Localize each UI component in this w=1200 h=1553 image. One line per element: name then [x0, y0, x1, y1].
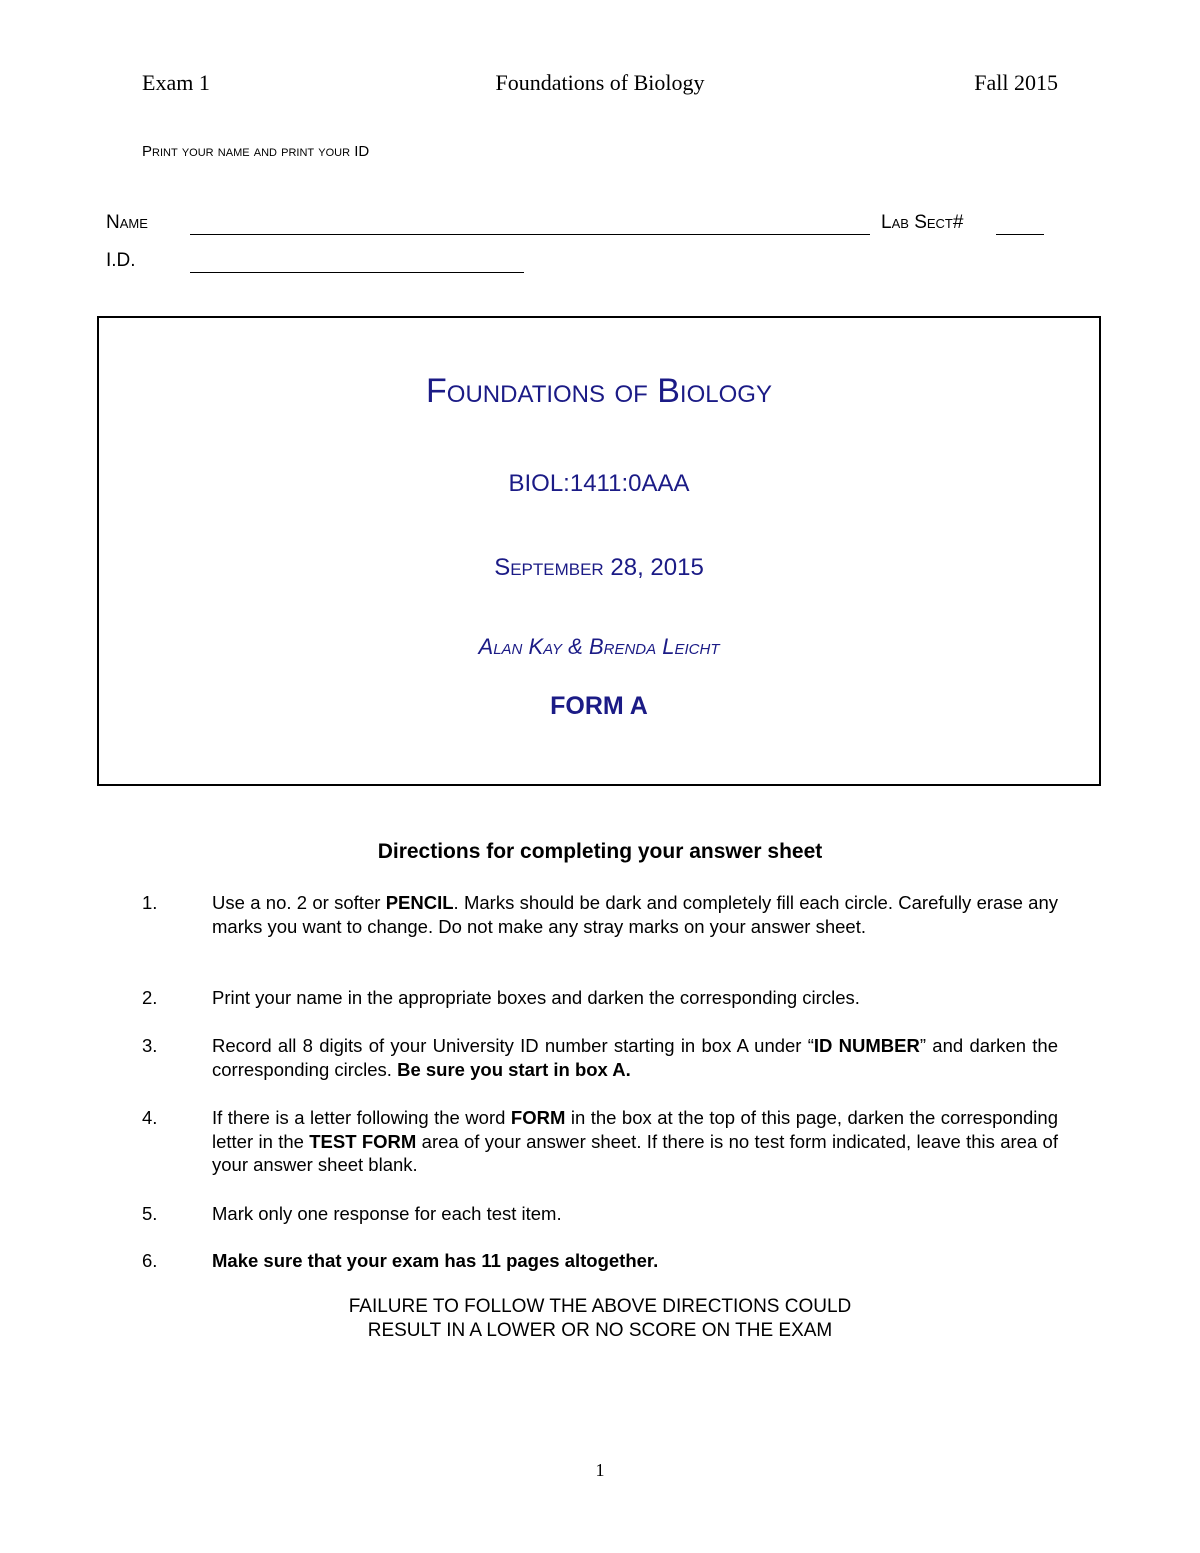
direction-number: 6. [142, 1250, 158, 1271]
warning-line-2: RESULT IN A LOWER OR NO SCORE ON THE EXAM [367, 1320, 833, 1341]
lab-section-input-line[interactable] [996, 234, 1044, 235]
name-input-line[interactable] [190, 234, 870, 235]
header-term: Fall 2015 [974, 70, 1058, 95]
exam-form: FORM A [550, 692, 648, 720]
id-input-line[interactable] [190, 272, 524, 273]
direction-number: 3. [142, 1035, 158, 1056]
course-code: BIOL:1411:0AAA [508, 470, 690, 497]
direction-number: 5. [142, 1203, 158, 1224]
id-label: I.D. [106, 250, 136, 271]
direction-number: 4. [142, 1107, 158, 1128]
page-header [142, 70, 1058, 102]
direction-item [142, 986, 1058, 1010]
direction-text: If there is a letter following the word FORM in the box at the top of this page, darken the corresponding letter in the TEST FORM area of your answer sheet. If there is no test form indicated, leave this area of your answer sheet blank. [212, 1107, 1058, 1175]
header-exam-label: Exam 1 [142, 70, 210, 95]
exam-date: September 28, 2015 [494, 554, 704, 581]
direction-text: Print your name in the appropriate boxes and darken the corresponding circles. [212, 987, 860, 1008]
instructors: Alan Kay & Brenda Leicht [478, 634, 720, 659]
direction-number: 2. [142, 987, 158, 1008]
direction-item [142, 891, 1058, 938]
name-field-row [106, 212, 1066, 238]
exam-title-box [97, 316, 1101, 786]
name-label: Name [106, 212, 148, 233]
course-title: Foundations of Biology [426, 372, 772, 410]
lab-section-label: Lab Sect# [881, 212, 964, 233]
print-instructions: Print your name and print your ID [142, 143, 370, 160]
direction-item [142, 1034, 1058, 1081]
failure-warning [0, 1295, 1200, 1343]
directions-heading: Directions for completing your answer sheet [377, 840, 823, 863]
direction-text: Mark only one response for each test item. [212, 1203, 562, 1224]
direction-text: Make sure that your exam has 11 pages altogether. [212, 1250, 659, 1271]
direction-item [142, 1202, 1058, 1226]
header-course-title: Foundations of Biology [495, 70, 705, 95]
direction-text: Record all 8 digits of your University ID number starting in box A under “ID NUMBER” and darken the corresponding circles. Be sure you start in box A. [212, 1035, 1058, 1080]
page-number: 1 [595, 1460, 605, 1480]
direction-item [142, 1249, 1058, 1273]
direction-item [142, 1106, 1058, 1177]
warning-line-1: FAILURE TO FOLLOW THE ABOVE DIRECTIONS COULD [348, 1296, 852, 1317]
direction-number: 1. [142, 892, 158, 913]
direction-text: Use a no. 2 or softer PENCIL. Marks should be dark and completely fill each circle. Carefully erase any marks you want to change. Do not make any stray marks on your answer sheet. [212, 892, 1058, 937]
